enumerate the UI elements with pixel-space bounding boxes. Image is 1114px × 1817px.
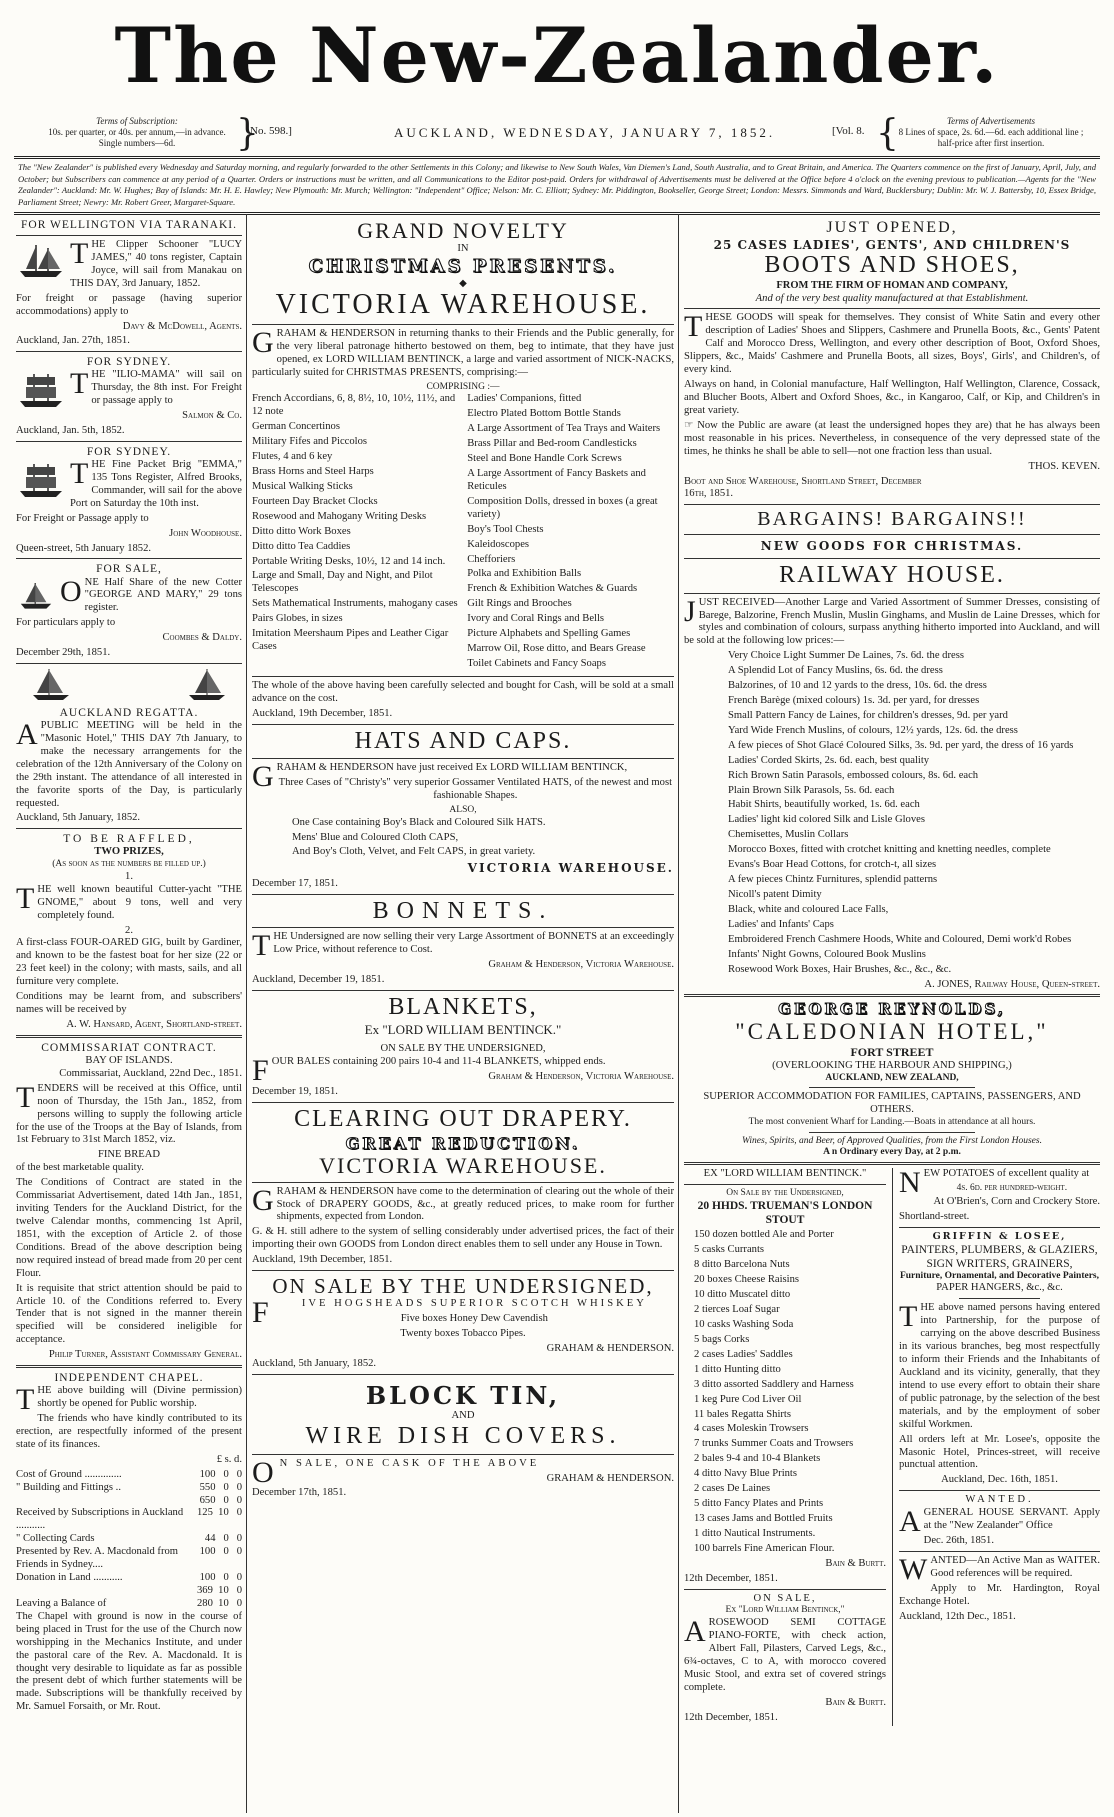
goods-list-item: Toilet Cabinets and Fancy Soaps: [467, 658, 606, 670]
bottom-right-split: [684, 1165, 1100, 1727]
goods-list-item: Boy's Tool Chests: [467, 523, 544, 535]
finance-amount: 125 10 0: [196, 1507, 242, 1519]
goods-list-item: 5 casks Currants: [694, 1244, 765, 1256]
finance-label: Leaving a Balance of: [16, 1597, 107, 1609]
price-list-item: French Barège (mixed colours) 1s. 3d. per yard, for dresses: [728, 695, 980, 707]
finance-amount: 280 10 0: [196, 1597, 242, 1609]
finance-amount: 44 0 0: [204, 1533, 242, 1545]
goods-list-item: Military Fifes and Piccolos: [252, 436, 368, 448]
price-list-item: Yard Wide French Muslins, of colours, 12½ yards, 12s. 6d. the dress: [728, 724, 1018, 736]
price-list-item: A few pieces of Shot Glacé Coloured Silks, 3s. 9d. per yard, the dress of 16 yards: [728, 739, 1074, 751]
goods-list-item: French & Exhibition Watches & Guards: [467, 583, 638, 595]
goods-list-item: Picture Alphabets and Spelling Games: [467, 628, 631, 640]
goods-list-item: 1 keg Pure Cod Liver Oil: [694, 1393, 802, 1405]
regatta-ships-illustration: [16, 667, 242, 706]
goods-list-item: Electro Plated Bottom Bottle Stands: [467, 408, 621, 420]
price-list-item: Plain Brown Silk Parasols, 5s. 6d. each: [728, 784, 895, 796]
goods-list-item: Ditto ditto Tea Caddies: [252, 540, 351, 552]
goods-list-item: Brass Pillar and Bed-room Candlesticks: [467, 438, 637, 450]
goods-list-item: Kaleidoscopes: [467, 538, 530, 550]
column-right: [684, 218, 1100, 1813]
ad-caledonian-hotel: GEORGE REYNOLDS, "CALEDONIAN HOTEL," FORT STREET (OVERLOOKING THE HARBOUR AND SHIPPING,) AUCKLAND, NEW ZEALAND, SUPERIOR ACCOMMODATION FOR FAMILIES, CAPTAINS, PASSENGERS, AND OTHERS. The most convenient Wharf for Landing.—Boats in attendance at all hours. Wines, Spirits, and Beer, of Approved Qualities, from the First London Houses. A n Ordinary every Day, at 2 p.m.: [703, 1000, 1081, 1158]
price-list-item: Ladies' Corded Skirts, 2s. 6d. each, best quality: [728, 754, 930, 766]
ad-blankets: BLANKETS, Ex "LORD WILLIAM BENTINCK." ON SALE BY THE UNDERSIGNED, FOUR BALES containing 200 pairs 10-4 and 11-4 BLANKETS, whipped ends. Graham & Henderson, Victoria Warehouse. December 19, 1851.: [252, 994, 674, 1098]
goods-list-item: 10 ditto Muscatel ditto: [694, 1289, 791, 1301]
goods-list-item: 8 ditto Barcelona Nuts: [694, 1259, 790, 1271]
goods-list-item: 5 ditto Fancy Plates and Prints: [694, 1498, 824, 1510]
column-middle: [252, 218, 674, 1813]
ad-for-sale-cotter: FOR SALE, ONE Half Share of the new Cotter "GEORGE AND MARY," 29 tons register. For particulars apply to Coombes & Daldy. December 29th, 1851.: [16, 563, 242, 659]
ad-scotch-whiskey: ON SALE BY THE UNDERSIGNED, F IVE HOGSHEADS SUPERIOR SCOTCH WHISKEY Five boxes Honey Dew Cavendish Twenty boxes Tobacco Pipes. GRAHAM & HENDERSON. Auckland, 5th January, 1852.: [252, 1274, 674, 1369]
issue-date: AUCKLAND, WEDNESDAY, JANUARY 7, 1852.: [394, 125, 776, 140]
ad-bonnets: BONNETS. THE Undersigned are now selling their very Large Assortment of BONNETS at an exceedingly Low Price, without reference to Cost. Graham & Henderson, Victoria Warehouse. Auckland, December 19, 1851.: [252, 897, 674, 986]
brace-glyph: }: [236, 113, 259, 154]
finance-label: " Building and Fittings ..: [16, 1481, 121, 1493]
price-list: [684, 650, 1100, 976]
goods-list-item: Marrow Oil, Rose ditto, and Bears Grease: [467, 643, 646, 655]
goods-list-item: 13 cases Jams and Bottled Fruits: [694, 1512, 833, 1524]
divider: [14, 156, 1100, 159]
goods-list-item: Pairs Globes, in sizes: [252, 613, 343, 625]
goods-list-item: 5 bags Corks: [694, 1333, 750, 1345]
price-list-item: Rosewood Work Boxes, Hair Brushes, &c., &c., &c.: [728, 963, 952, 975]
price-list-item: Evans's Boar Head Cottons, for crotch-t, all sizes: [728, 859, 937, 871]
goods-list-item: 3 ditto assorted Saddlery and Harness: [694, 1378, 854, 1390]
price-list-item: Small Pattern Fancy de Laines, for children's dresses, 9d. per yard: [728, 709, 1008, 721]
ship-icon: [16, 461, 66, 499]
finance-row: [16, 1495, 242, 1508]
price-list-item: Habit Shirts, beautifully worked, 1s. 6d. each: [728, 799, 920, 811]
finance-amount: 550 0 0: [199, 1481, 242, 1493]
finance-row: [16, 1469, 242, 1482]
ad-independent-chapel: INDEPENDENT CHAPEL. THE above building will (Divine permission) shortly be opened for Public worship. The friends who have kindly contributed to its erection, are respectfully informed of the present state of its finances. £ s. d. Cost of Ground .............. 100 0 0 " Building and Fittings .. 550 0 0 650 0 0 Received by Subscriptions in Auckland ........... 125 10 0 " Collecting Cards 44 0 0 Presented by Rev. A. Macdonald from Friends in Sydney.... 100 0 0 Donation in Land ........... 100 0 0 369 10 0 Leaving a Balance of 280 10 0 The Chapel with ground is now in the course of being placed in Trust for the use of the Church now worshipping in the Mechanics Institute, and under the pastoral care of the Rev. A. Macdonald. It is thought very desirable to liquidate as far as possible the present debt of which further statements will be made. Subscriptions will be thankfully received by Mr. Samuel Forsaith, or Mr. Rout.: [16, 1372, 242, 1713]
price-list-item: Balzorines, of 10 and 12 yards to the dress, 10s. 6d. the dress: [728, 680, 987, 692]
ad-sydney-ilio-mama: FOR SYDNEY. THE "ILIO-MAMA" will sail on Thursday, the 8th inst. For Freight or passage apply to Salmon & Co. Auckland, Jan. 5th, 1852.: [16, 356, 242, 437]
goods-list-item: Imitation Meershaum Pipes and Leather Cigar Cases: [252, 628, 449, 653]
ad-wanted-servant: WANTED. AGENERAL HOUSE SERVANT. Apply at the "New Zealander" Office Dec. 26th, 1851.: [899, 1494, 1100, 1547]
ad-commissariat-contract: COMMISSARIAT CONTRACT. BAY OF ISLANDS. Commissariat, Auckland, 22nd Dec., 1851. TENDERS will be received at this Office, until noon of Thursday, the 15th Jan., 1852, from persons willing to supply the following article for the use of the Troops at the Bay of Islands, from 1st February to 31st March 1852, viz. FINE BREAD of the best marketable quality. The Conditions of Contract are stated in the Commissariat Advertisement, dated 14th Jan., 1851, inviting Tenders for the Auckland District, for the twelve Calendar months, commencing 1st April, 1851, with the exception of Article 2. of those Conditions. Bread of the above description being now required instead of bread made from 20 per cent Flour. It is requisite that strict attention should be paid to Article 10. of the Conditions referred to. Every Tender that is not signed in the manner therein specified will be considered ineligible for acceptance. Philip Turner, Assistant Commissary General.: [16, 1041, 242, 1361]
price-list-item: Embroidered French Cashmere Hoods, White and Coloured, Demi work'd Robes: [728, 933, 1072, 945]
subscription-terms: Terms of Subscription: 10s. per quarter, or 40s. per annum,—in advance. Single numbers—6d.: [48, 116, 226, 148]
finance-row: [16, 1507, 242, 1533]
subcolumn-left: [684, 1168, 892, 1727]
goods-list-item: 1 ditto Hunting ditto: [694, 1363, 781, 1375]
goods-list-item: Large and Small, Day and Night, and Pilot Telescopes: [252, 570, 433, 595]
finance-row: [16, 1572, 242, 1585]
ad-christmas-presents: GRAND NOVELTY IN CHRISTMAS PRESENTS. ◆ VICTORIA WAREHOUSE. GRAHAM & HENDERSON in returning thanks to their Friends and the Public generally, for the very liberal patronage hitherto bestowed on them, beg to intimate, that they have just opened, ex LORD WILLIAM BENTINCK, a large and varied assortment of NICK-NACKS, particularly suited for CHRISTMAS PRESENTS, comprising:— COMPRISING :— French Accordians, 6, 8, 8½, 10, 10½, 11½, and 12 note German Concertinos Military Fifes and Piccolos Flutes, 4 and 6 key Brass Horns and Steel Harps Musical Walking Sticks Fourteen Day Bracket Clocks Rosewood and Mahogany Writing Desks Ditto ditto Work Boxes Ditto ditto Tea Caddies Portable Writing Desks, 10½, 12 and 14 inch. Large and Small, Day and Night, and Pilot Telescopes Sets Mathematical Instruments, mahogany cases Pairs Globes, in sizes Imitation Meershaum Pipes and Leather Cigar Cases Ladies' Companions, fitted Electro Plated Bottom Bottle Stands A Large Assortment of Tea Trays and Waiters Brass Pillar and Bed-room Candlesticks Steel and Bone Handle Cork Screws A Large Assortment of Fancy Baskets and Reticules Composition Dolls, dressed in boxes (a great variety) Boy's Tool Chests Kaleidoscopes Chefforiers Polka and Exhibition Balls French & Exhibition Watches & Guards Gilt Rings and Brooches Ivory and Coral Rings and Bells Picture Alphabets and Spelling Games Marrow Oil, Rose ditto, and Bears Grease Toilet Cabinets and Fancy Soaps The whole of the above having been carefully selected and bought for Cash, will be sold at a small advance on the cost. Auckland, 19th December, 1851.: [252, 218, 674, 719]
price-list-item: A Splendid Lot of Fancy Muslins, 6s. 6d. the dress: [728, 665, 943, 677]
ad-wanted-waiter: WANTED—An Active Man as WAITER. Good references will be required. Apply to Mr. Hardington, Royal Exchange Hotel. Auckland, 12th Dec., 1851.: [899, 1552, 1100, 1622]
goods-list-item: Musical Walking Sticks: [252, 480, 353, 492]
goods-list-item: Ditto ditto Work Boxes: [252, 525, 351, 537]
ad-clearing-out-drapery: CLEARING OUT DRAPERY. GREAT REDUCTION. VICTORIA WAREHOUSE. GRAHAM & HENDERSON have come to the determination of clearing out the whole of their Stock of DRAPERY GOODS, &c., at greatly reduced prices, to make room for further shipments, expected from London. G. & H. still adhere to the system of selling considerably under advertised prices, the fact of their importing their own GOODS from London direct enables them to sell under any House in Town. Auckland, 19th December, 1851.: [252, 1106, 674, 1266]
finance-amount: 100 0 0: [199, 1546, 242, 1558]
ship-icon: [16, 241, 66, 279]
goods-list-item: Composition Dolls, dressed in boxes (a great variety): [467, 495, 658, 520]
finance-label: Received by Subscriptions in Auckland ...........: [16, 1507, 184, 1532]
goods-list-item: 7 trunks Summer Coats and Trowsers: [694, 1438, 854, 1450]
goods-list-item: Steel and Bone Handle Cork Screws: [467, 453, 622, 465]
column-rule: [246, 214, 247, 1813]
sailboats-icon: [29, 667, 229, 701]
goods-list-item: Sets Mathematical Instruments, mahogany cases: [252, 598, 458, 610]
goods-list-item: 1 ditto Nautical Instruments.: [694, 1527, 816, 1539]
ad-bentinck-stout: EX "LORD WILLIAM BENTINCK." On Sale by the Undersigned, 20 HHDS. TRUEMAN'S LONDON STOUT 150 dozen bottled Ale and Porter 5 casks Currants 8 ditto Barcelona Nuts 20 boxes Cheese Raisins 10 ditto Muscatel ditto 2 tierces Loaf Sugar 10 casks Washing Soda 5 bags Corks 2 cases Ladies' Saddles 1 ditto Hunting ditto 3 ditto assorted Saddlery and Harness 1 keg Pure Cod Liver Oil 11 bales Regatta Shirts 4 cases Moleskin Trowsers 7 trunks Summer Coats and Trowsers 2 bales 9-4 and 10-4 Blankets 4 ditto Navy Blue Prints 2 cases De Laines 5 ditto Fancy Plates and Prints 13 cases Jams and Bottled Fruits 1 ditto Nautical Instruments. 100 barrels Fine American Flour. Bain & Burtt. 12th December, 1851.: [684, 1167, 886, 1584]
finance-label: Presented by Rev. A. Macdonald from Friends in Sydney....: [16, 1546, 179, 1571]
goods-list-item: 100 barrels Fine American Flour.: [694, 1542, 835, 1554]
chapel-finance-table: [16, 1469, 242, 1611]
goods-list-item: 150 dozen bottled Ale and Porter: [694, 1229, 834, 1241]
goods-list-item: Ladies' Companions, fitted: [467, 393, 582, 405]
column-left: [16, 218, 242, 1813]
divider: [14, 212, 1100, 215]
goods-list-item: 4 ditto Navy Blue Prints: [694, 1468, 797, 1480]
ad-griffin-losee: GRIFFIN & LOSEE, PAINTERS, PLUMBERS, & GLAZIERS, SIGN WRITERS, GRAINERS, Furniture, Ornamental, and Decorative Painters, PAPER HANGERS, &c., &c. THE above named persons having entered into Partnership, for the purpose of carrying on the above described Business in its various branches, beg most respectfully to inform their Friends and the Inhabitants of Auckland and its vicinity, generally, that they intend to use every effort to obtain their share of public patronage, by the selection of the best materials, and by the employment of sober skilful Workmen. All orders left at Mr. Losee's, opposite the Masonic Hotel, Princes-street, will receive punctual attention. Auckland, Dec. 16th, 1851.: [899, 1231, 1100, 1486]
finance-row: [16, 1546, 242, 1572]
price-list-item: Ladies' and Infants' Caps: [728, 918, 834, 930]
ad-piano-forte: ON SALE, Ex "Lord William Bentinck," AROSEWOOD SEMI COTTAGE PIANO-FORTE, with check action, Albert Fall, Pilasters, Carved Legs, &c., 6¾-octaves, C to A, with morocco covered Music Stool, and extra set of covered strings complete. Bain & Burtt. 12th December, 1851.: [684, 1592, 886, 1723]
finance-amount: 100 0 0: [199, 1468, 242, 1480]
goods-list-item: 11 bales Regatta Shirts: [694, 1408, 791, 1420]
price-list-item: Ladies' light kid colored Silk and Lisle Gloves: [728, 814, 925, 826]
finance-row: [16, 1533, 242, 1546]
ad-to-be-raffled: TO BE RAFFLED, TWO PRIZES, (As soon as the numbers be filled up.) 1. THE well known beautiful Cutter-yacht "THE GNOME," about 9 tons, well and very completely found. 2. A first-class FOUR-OARED GIG, built by Gardiner, and known to be the fastest boat for her size (22 or 23 feet keel) in the colony; with masts, sails, and all furniture very complete. Conditions may be learnt from, and subscribers' names will be received by A. W. Hansard, Agent, Shortland-street.: [16, 833, 242, 1030]
goods-list-item: Flutes, 4 and 6 key: [252, 451, 333, 463]
price-list-item: A few pieces Chintz Furnitures, splendid patterns: [728, 874, 938, 886]
price-list-item: Infants' Night Gowns, Coloured Book Muslins: [728, 948, 926, 960]
ad-railway-house: BARGAINS! BARGAINS!! NEW GOODS FOR CHRISTMAS. RAILWAY HOUSE. JUST RECEIVED—Another Large and Varied Assortment of Summer Dresses, consisting of Barege, Balzorine, French Muslin, Muslin Ginghams, and Muslin de Laine Dresses, which for styles and combination of colours, surpass anything hitherto imported into Auckland, and will be sold at the following low prices:— Very Choice Light Summer De Laines, 7s. 6d. the dress A Splendid Lot of Fancy Muslins, 6s. 6d. the dress Balzorines, of 10 and 12 yards to the dress, 10s. 6d. the dress French Barège (mixed colours) 1s. 3d. per yard, for dresses Small Pattern Fancy de Laines, for children's dresses, 9d. per yard Yard Wide French Muslins, of colours, 12½ yards, 12s. 6d. the dress A few pieces of Shot Glacé Coloured Silks, 3s. 9d. per yard, the dress of 16 yards Ladies' Corded Skirts, 2s. 6d. each, best quality Rich Brown Satin Parasols, embossed colours, 8s. 6d. each Plain Brown Silk Parasols, 5s. 6d. each Habit Shirts, beautifully worked, 1s. 6d. each Ladies' light kid colored Silk and Lisle Gloves Chemisettes, Muslin Collars Morocco Boxes, fitted with crotchet knitting and knetting needles, complete Evans's Boar Head Cottons, for crotch-t, all sizes A few pieces Chintz Furnitures, splendid patterns Nicoll's patent Dimity Black, white and coloured Lace Falls, Ladies' and Infants' Caps Embroidered French Cashmere Hoods, White and Coloured, Demi work'd Robes Infants' Night Gowns, Coloured Book Muslins Rosewood Work Boxes, Hair Brushes, &c., &c., &c. A. JONES, Railway House, Queen-street.: [684, 508, 1100, 990]
ad-block-tin: BLOCK TIN, AND WIRE DISH COVERS. O N SALE, ONE CASK OF THE ABOVE GRAHAM & HENDERSON. December 17th, 1851.: [252, 1380, 674, 1499]
goods-list-item: Fourteen Day Bracket Clocks: [252, 495, 378, 507]
goods-list-item: Portable Writing Desks, 10½, 12 and 14 inch.: [252, 555, 446, 567]
finance-amount: 650 0 0: [199, 1494, 242, 1506]
goods-list-item: 2 cases De Laines: [694, 1483, 771, 1495]
goods-list-item: 2 tierces Loaf Sugar: [694, 1304, 780, 1316]
price-list-item: Morocco Boxes, fitted with crotchet knitting and knetting needles, complete: [728, 844, 1051, 856]
issue-number: No. 598.]: [250, 125, 292, 137]
finance-row: [16, 1482, 242, 1495]
goods-list-item: 2 bales 9-4 and 10-4 Blankets: [694, 1453, 821, 1465]
goods-list-item: Polka and Exhibition Balls: [467, 568, 582, 580]
goods-list-left: [252, 393, 459, 673]
finance-amount: 369 10 0: [196, 1584, 242, 1596]
price-list-item: Black, white and coloured Lace Falls,: [728, 903, 889, 915]
ad-sydney-emma: FOR SYDNEY. THE Fine Packet Brig "EMMA," 135 Tons Register, Alfred Brooks, Commander, will sail for the above Port on Saturday the 10th inst. For Freight or Passage apply to John Woodhouse. Queen-street, 5th January 1852.: [16, 446, 242, 554]
price-list-item: Nicoll's patent Dimity: [728, 889, 822, 901]
ship-icon: [16, 579, 56, 611]
volume-number: [Vol. 8.: [832, 125, 865, 137]
brace-glyph: {: [876, 113, 899, 154]
finance-row: [16, 1585, 242, 1598]
ad-new-potatoes: NEW POTATOES of excellent quality at 4s. 6d. per hundred-weight. At O'Brien's, Corn and Crockery Store. Shortland-street.: [899, 1165, 1100, 1223]
ad-wellington-schooner: FOR WELLINGTON VIA TARANAKI. THE Clipper Schooner "LUCY JAMES," 40 tons register, Captain Joyce, will sail from Manakau on THIS DAY, 3rd January, 1852. For freight or passage (having superior accommodations) apply to Davy & McDowell, Agents. Auckland, Jan. 27th, 1851.: [16, 219, 242, 347]
goods-list-item: French Accordians, 6, 8, 8½, 10, 10½, 11½, and 12 note: [252, 393, 456, 418]
ornament-icon: ◆: [459, 278, 467, 290]
goods-list-right: [467, 393, 674, 673]
ad-hats-and-caps: HATS AND CAPS. GRAHAM & HENDERSON have just received Ex LORD WILLIAM BENTINCK, Three Cases of "Christy's" very superior Gossamer Ventilated HATS, of the newest and most fashionable Shapes. ALSO, One Case containing Boy's Black and Coloured Silk HATS. Mens' Blue and Coloured Cloth CAPS, And Boy's Cloth, Velvet, and Felt CAPS, in great variety. VICTORIA WAREHOUSE. December 17, 1851.: [252, 727, 674, 890]
ad-boots-and-shoes: JUST OPENED, 25 CASES LADIES', GENTS', AND CHILDREN'S BOOTS AND SHOES, FROM THE FIRM OF HOMAN AND COMPANY, And of the very best quality manufactured at that Establishment. THESE GOODS will speak for themselves. They consist of White Satin and every other description of Ladies' Shoes and Slippers, Cashmere and Prunella Boots, &c., Gents' Patent Calf and Morocco Dress, Wellington, and every other description of Boot, Oxford Shoes, Slippers, &c., Maids' Cashmere and Prunella Boots, all sizes, Boys', Girls', and Children's, of every kind. Always on hand, in Colonial manufacture, Half Wellington, Half Wellington, Clarence, Cossack, and Blucher Boots, Albert and Oxford Shoes, &c., in Kangaroo, Calf, or Kip, and Children's in great variety. ☞ Now the Public are aware (at least the undersigned hopes they are) that he has always been most reasonable in his prices. Nevertheless, in consequence of the very depressed state of the times, he thinks he shall be able to sell—not one fraction less than usual. THOS. KEVEN. Boot and Shoe Warehouse, Shortland Street, December 16th, 1851.: [684, 219, 1100, 500]
goods-list-item: 10 casks Washing Soda: [694, 1318, 794, 1330]
goods-list-item: Brass Horns and Steel Harps: [252, 466, 374, 478]
goods-list-item: 2 cases Ladies' Saddles: [694, 1348, 793, 1360]
finance-label: " Collecting Cards: [16, 1533, 95, 1545]
goods-list-item: Chefforiers: [467, 553, 516, 565]
price-list-item: Very Choice Light Summer De Laines, 7s. 6d. the dress: [728, 650, 964, 662]
ad-auckland-regatta: AUCKLAND REGATTA. APUBLIC MEETING will be held in the "Masonic Hotel," THIS DAY 7th January, to make the necessary arrangements for the celebration of the 12th Anniversary of the Colony on the 29th instant. The attendance of all interested in the favorite sports of the Day, is particularly requested. Auckland, 5th January, 1852.: [16, 667, 242, 825]
goods-list-item: Gilt Rings and Brooches: [467, 598, 572, 610]
subcolumn-right: [892, 1165, 1100, 1727]
goods-list-item: Rosewood and Mahogany Writing Desks: [252, 510, 427, 522]
finance-row: [16, 1598, 242, 1611]
goods-list-item: A Large Assortment of Tea Trays and Waiters: [467, 423, 661, 435]
finance-label: Donation in Land ...........: [16, 1572, 123, 1584]
finance-label: Cost of Ground ..............: [16, 1468, 122, 1480]
column-rule: [678, 214, 679, 1813]
advertisement-terms: Terms of Advertisements 8 Lines of space, 2s. 6d.—6d. each additional line ; half-price after first insertion.: [898, 116, 1084, 148]
finance-amount: 100 0 0: [199, 1572, 242, 1584]
masthead: [0, 10, 1114, 102]
goods-list-item: 4 cases Moleskin Trowsers: [694, 1423, 809, 1435]
stout-goods-list: [684, 1229, 886, 1555]
goods-list-item: 20 boxes Cheese Raisins: [694, 1274, 800, 1286]
ship-icon: [16, 371, 66, 409]
goods-list-item: German Concertinos: [252, 421, 340, 433]
goods-list-item: A Large Assortment of Fancy Baskets and Reticules: [467, 468, 646, 492]
goods-list-item: Ivory and Coral Rings and Bells: [467, 613, 605, 625]
goods-list: [252, 393, 674, 673]
newspaper-title: The New-Zealander.: [114, 11, 1000, 100]
price-list-item: Chemisettes, Muslin Collars: [728, 829, 849, 841]
publication-notice: The "New Zealander" is published every Wednesday and Saturday morning, and regularly forwarded to the other Settlements in this Colony; and likewise to New South Wales, Van Diemen's Land, South Australia, and to Great Britain, and America. The Quarters commence on the first of January, April, July, and October; but Subscribers can commence at any period of a Quarter. Orders or instructions must be written, and all Communications to the Editor post-paid. Orders for withdrawal of Advertisements must be delivered at the Office before 4 o'clock on the evening previous to publication.—Agents for the "New Zealander": Auckland: Mr. W. Hughes; Bay of Islands: Mr. H. E. Hawley; New Plymouth: Mr. Murch; Wellington: "Independent" Office; Nelson: Mr. C. Elliott; Sydney: Mr. Piddington, Bookseller, George Street; London: Messrs. Simmonds and Ward, Bucklersbury; Dublin: Mr. W. J. Battersby, 10, Essex Bridge, Parliament Street; Newry: Mr. Robert Greer, Margaret-Square.: [18, 162, 1096, 207]
dateline: [14, 113, 1100, 156]
price-list-item: Rich Brown Satin Parasols, embossed colours, 8s. 6d. each: [728, 769, 979, 781]
